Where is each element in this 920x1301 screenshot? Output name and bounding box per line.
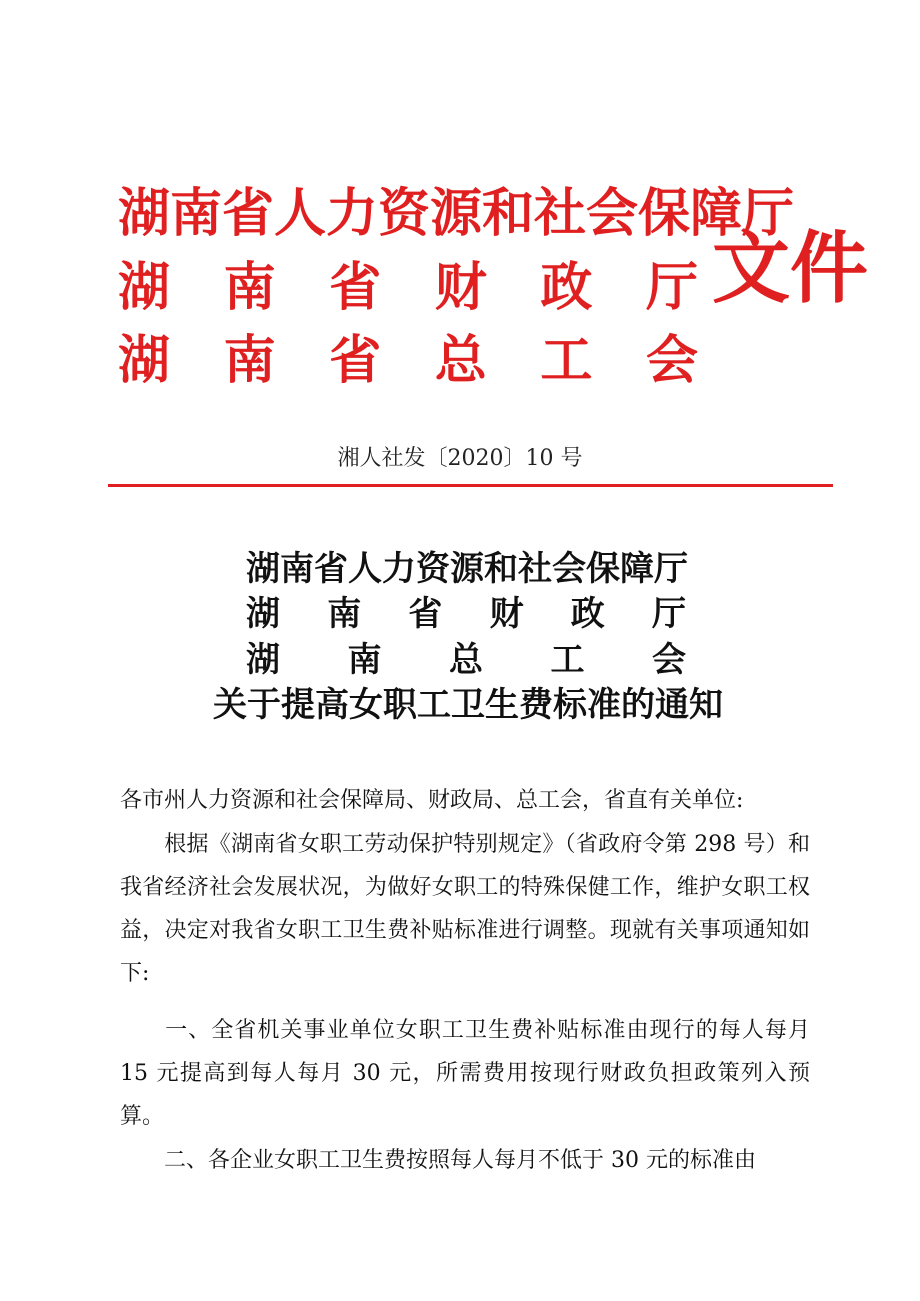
title-char: 湖 [246,640,280,680]
issuer-char: 湖 [118,257,171,318]
issuer-char: 省 [329,330,382,391]
issuer-char: 湖 [118,330,171,391]
document-type-label: 文件 [712,223,869,314]
title-char: 会 [652,640,686,680]
title-char: 南 [347,640,382,680]
salutation: 各市州人力资源和社会保障局、财政局、总工会，省直有关单位: [120,788,744,813]
issuer-char: 工 [540,330,593,391]
title-char: 湖 [246,594,280,634]
issuer-name-union [118,330,698,391]
issuer-name-hrss: 湖南省人力资源和社会保障厅 [118,183,795,244]
issuer-name-finance [118,257,698,318]
document-number: 湘人社发〔2020〕10 号 [337,446,583,471]
paragraph [120,1009,810,1138]
title-char: 省 [408,594,443,634]
document-title: 关于提高女职工卫生费标准的通知 [213,685,723,725]
paragraph [120,1139,810,1182]
issuer-char: 省 [329,257,382,318]
paragraph-text: 根据《湖南省女职工劳动保护特别规定》（省政府令第 298 号）和我省经济社会发展状况，为做好女职工的特殊保健工作，维护女职工权益，决定对我省女职工卫生费补贴标准进行调整。现就有关事项通知如下: [120,832,810,986]
red-divider [108,484,833,487]
title-char: 政 [570,594,605,634]
issuer-char: 会 [645,330,698,391]
issuer-char: 南 [223,330,276,391]
title-char: 总 [449,640,483,680]
issuer-char: 南 [223,257,276,318]
issuer-char: 厅 [645,257,698,318]
title-char: 厅 [651,594,686,634]
issuer-char: 财 [434,257,487,318]
issuer-char: 政 [540,257,593,318]
paragraph-text: 二、各企业女职工卫生费按照每人每月不低于 30 元的标准由 [164,1148,756,1173]
title-char: 财 [489,594,524,634]
title-line-2 [246,594,686,634]
paragraph-text: 一、全省机关事业单位女职工卫生费补贴标准由现行的每人每月 15 元提高到每人每月 30 元，所需费用按现行财政负担政策列入预算。 [120,1018,810,1129]
title-char: 工 [550,640,585,680]
paragraph [120,823,810,995]
title-line-3 [246,640,686,680]
title-line-1: 湖南省人力资源和社会保障厅 [246,549,688,589]
title-char: 南 [327,594,362,634]
issuer-char: 总 [434,330,487,391]
